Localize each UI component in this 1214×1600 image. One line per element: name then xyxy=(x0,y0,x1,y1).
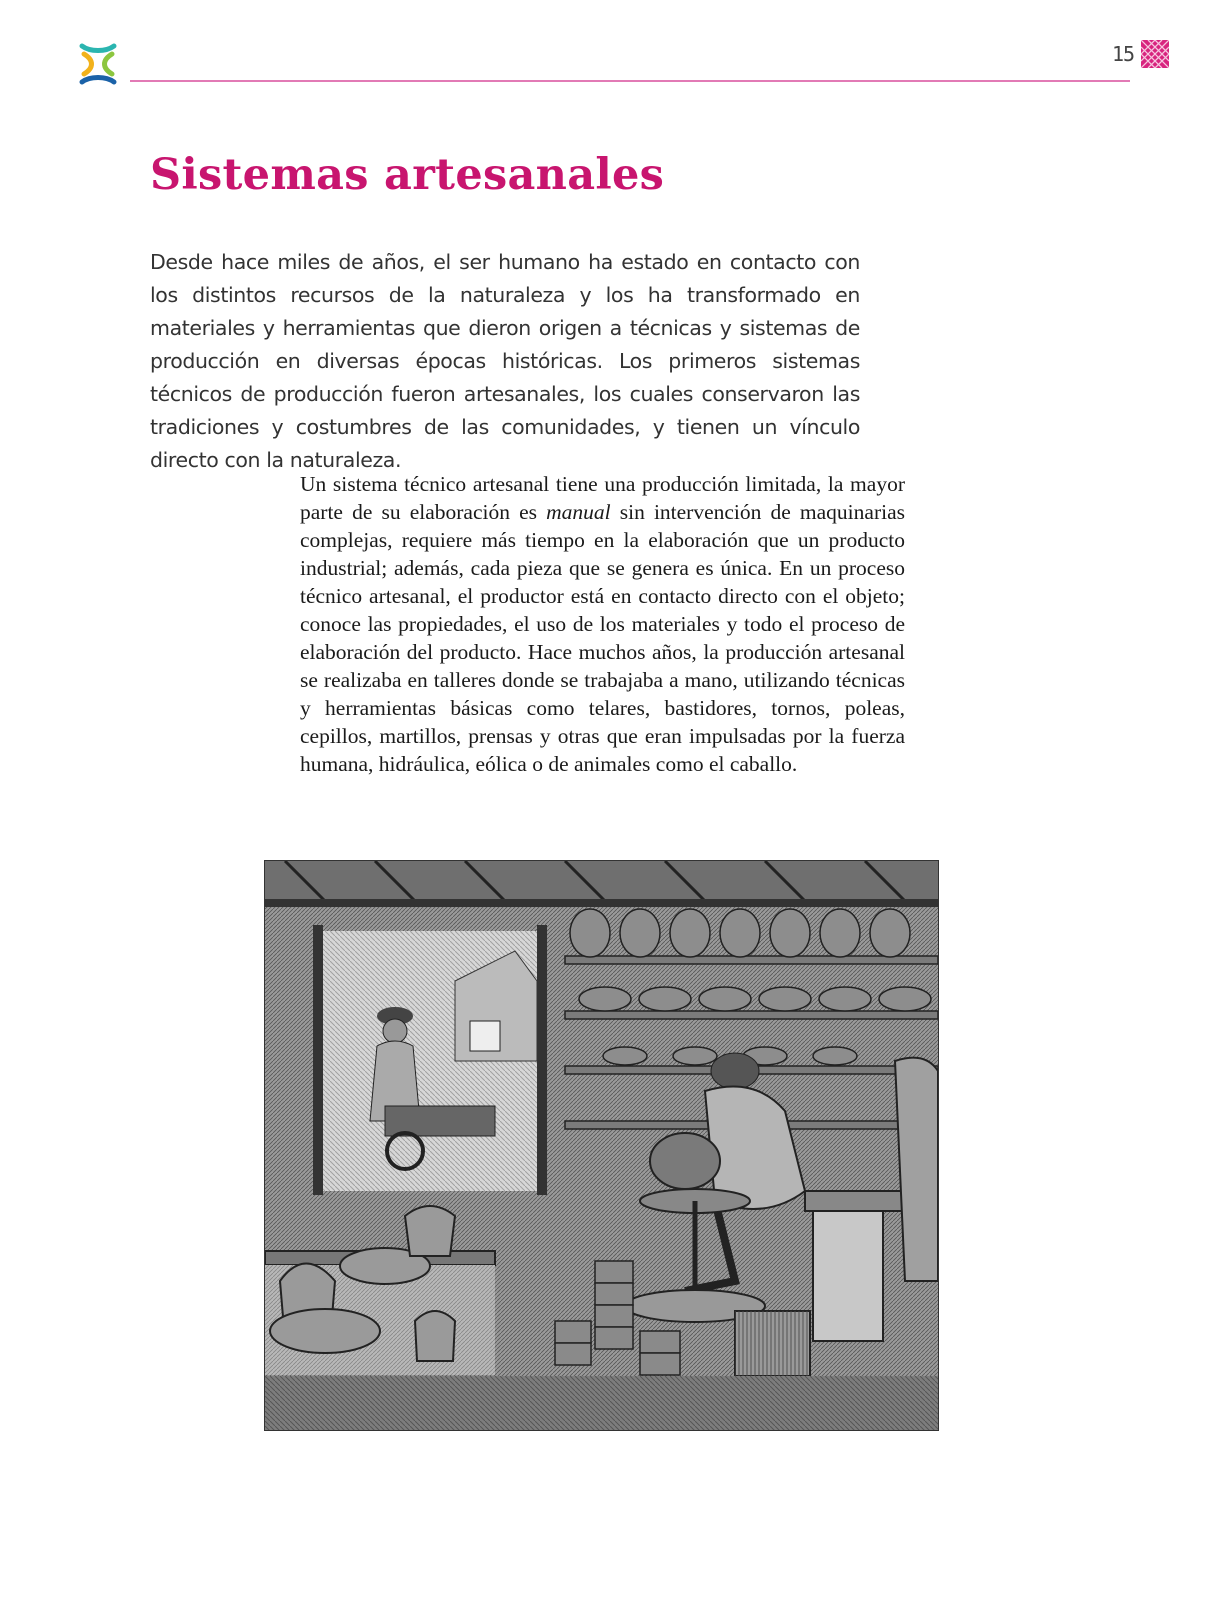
page-number: 15 xyxy=(1112,42,1135,66)
body-paragraph xyxy=(300,470,905,778)
x-chromosome-logo-icon xyxy=(74,40,122,88)
potter-workshop-engraving-illustration xyxy=(264,860,939,1431)
emphasis-term: manual xyxy=(546,500,611,524)
intro-paragraph: Desde hace miles de años, el ser humano ha estado en contacto con los distintos recursos de la naturaleza y los ha transformado en materiales y herramientas que dieron origen a técnicas y sistemas de producción en diversas épocas históricas. Los primeros sistemas técnicos de producción fueron artesanales, los cuales conservaron las tradiciones y costumbres de las comunidades, y tienen un vínculo directo con la naturaleza. xyxy=(150,250,860,472)
header-rule xyxy=(130,80,1130,82)
pink-woven-motif-icon xyxy=(1141,40,1169,68)
page-title: Sistemas artesanales xyxy=(150,150,665,200)
body-text-part: Un sistema técnico artesanal tiene una producción limitada, la mayor parte de su elaboración es xyxy=(300,472,905,524)
body-text-part: sin intervención de maquinarias complejas, requiere más tiempo en la elaboración que un producto industrial; además, cada pieza que se genera es única. En un proceso técnico artesanal, el productor está en contacto directo con el objeto; conoce las propiedades, el uso de los materiales y todo el proceso de elaboración del producto. Hace muchos años, la producción artesanal se realizaba en talleres donde se trabajaba a mano, utilizando técnicas y herramientas básicas como telares, bastidores, tornos, poleas, cepillos, martillos, prensas y otras que eran impulsadas por la fuerza humana, hidráulica, eólica o de animales como el caballo. xyxy=(300,500,905,776)
